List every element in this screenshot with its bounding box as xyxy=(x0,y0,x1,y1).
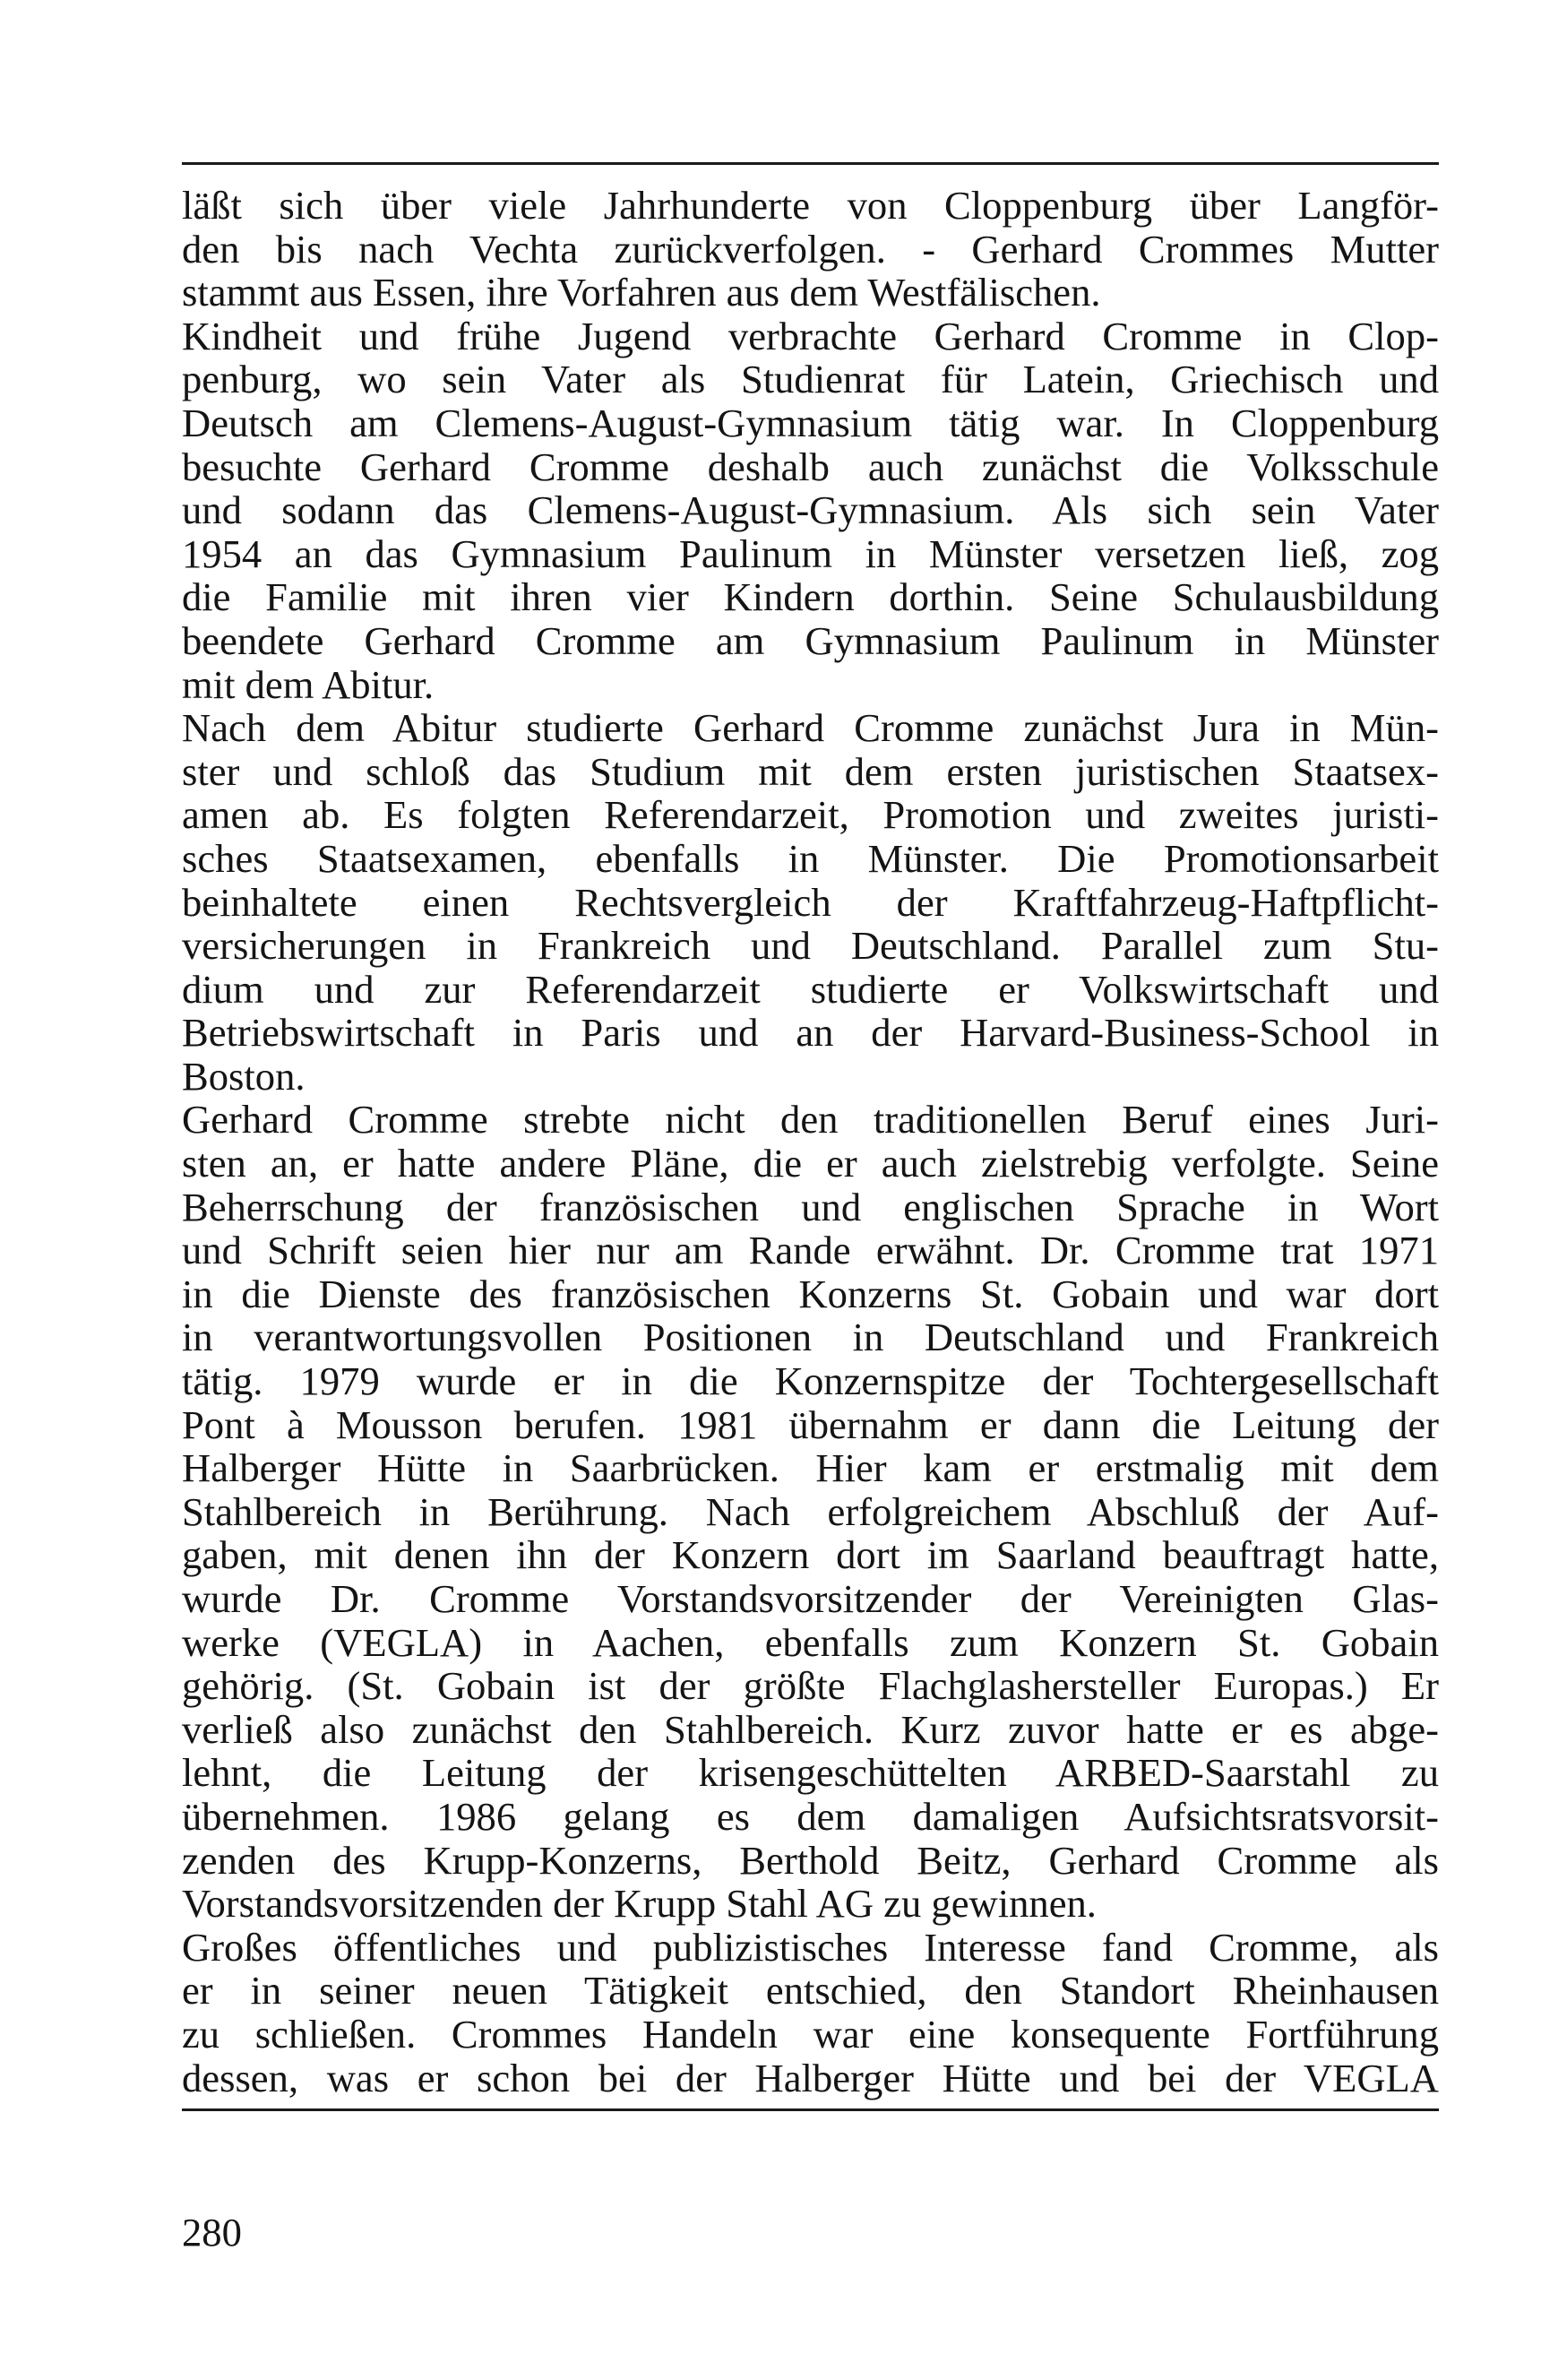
top-rule xyxy=(182,162,1439,165)
text-line: Beherrschung der französischen und englischen Sprache in Wort xyxy=(182,1184,1439,1229)
text-line: und sodann das Clemens-August-Gymnasium. Als sich sein Vater xyxy=(182,487,1439,533)
text-line: sten an, er hatte andere Pläne, die er auch zielstrebig verfolgte. Seine xyxy=(182,1141,1439,1186)
text-line: zenden des Krupp-Konzerns, Berthold Beitz, Gerhard Cromme als xyxy=(182,1837,1439,1883)
text-line: versicherungen in Frankreich und Deutschland. Parallel zum Stu- xyxy=(182,923,1439,969)
text-line: Halberger Hütte in Saarbrücken. Hier kam er erstmalig mit dem xyxy=(182,1445,1439,1491)
text-line: tätig. 1979 wurde er in die Konzernspitze der Tochtergesellschaft xyxy=(182,1358,1439,1404)
text-line: den bis nach Vechta zurückverfolgen. - Gerhard Crommes Mutter xyxy=(182,226,1439,272)
text-line: die Familie mit ihren vier Kindern dorthin. Seine Schulausbildung xyxy=(182,574,1439,620)
text-line: Nach dem Abitur studierte Gerhard Cromme zunächst Jura in Mün- xyxy=(182,705,1439,751)
text-line: Kindheit und frühe Jugend verbrachte Gerhard Cromme in Clop- xyxy=(182,313,1439,358)
bottom-rule xyxy=(182,2108,1439,2111)
text-line: und Schrift seien hier nur am Rande erwähnt. Dr. Cromme trat 1971 xyxy=(182,1228,1439,1273)
text-line: sches Staatsexamen, ebenfalls in Münster. Die Promotionsarbeit xyxy=(182,835,1439,881)
paragraph xyxy=(182,1926,1439,2100)
text-line: gaben, mit denen ihn der Konzern dort im Saarland beauftragt hatte, xyxy=(182,1532,1439,1578)
text-line: Betriebswirtschaft in Paris und an der Harvard-Business-School in xyxy=(182,1010,1439,1056)
text-line: Stahlbereich in Berührung. Nach erfolgreichem Abschluß der Auf- xyxy=(182,1488,1439,1534)
text-line: dessen, was er schon bei der Halberger Hütte und bei der VEGLA xyxy=(182,2055,1439,2100)
text-line: dium und zur Referendarzeit studierte er Volkswirtschaft und xyxy=(182,966,1439,1012)
text-line: Großes öffentliches und publizistisches Interesse fand Cromme, als xyxy=(182,1924,1439,1970)
text-line: zu schließen. Crommes Handeln war eine konsequente Fortführung xyxy=(182,2011,1439,2057)
text-line: mit dem Abitur. xyxy=(182,661,435,707)
paragraph xyxy=(182,184,1439,315)
text-line: wurde Dr. Cromme Vorstandsvorsitzender der Vereinigten Glas- xyxy=(182,1576,1439,1621)
paragraph xyxy=(182,315,1439,706)
text-line: amen ab. Es folgten Referendarzeit, Promotion und zweites juristi- xyxy=(182,792,1439,838)
text-line: ster und schloß das Studium mit dem ersten juristischen Staatsex- xyxy=(182,748,1439,794)
text-line: Pont à Mousson berufen. 1981 übernahm er dann die Leitung der xyxy=(182,1401,1439,1447)
text-line: Deutsch am Clemens-August-Gymnasium tätig war. In Cloppenburg xyxy=(182,400,1439,445)
text-line: übernehmen. 1986 gelang es dem damaligen Aufsichtsratsvorsit- xyxy=(182,1793,1439,1839)
text-line: gehörig. (St. Gobain ist der größte Flachglashersteller Europas.) Er xyxy=(182,1663,1439,1709)
text-line: beendete Gerhard Cromme am Gymnasium Paulinum in Münster xyxy=(182,617,1439,663)
text-line: beinhaltete einen Rechtsvergleich der Kraftfahrzeug-Haftpflicht- xyxy=(182,879,1439,925)
text-line: Vorstandsvorsitzenden der Krupp Stahl AG zu gewinnen. xyxy=(182,1881,1097,1927)
page-number: 280 xyxy=(182,2210,242,2255)
body-text xyxy=(182,184,1439,2100)
text-line: läßt sich über viele Jahrhunderte von Cloppenburg über Langför- xyxy=(182,183,1439,228)
text-line: Boston. xyxy=(182,1053,306,1099)
text-line: Gerhard Cromme strebte nicht den traditionellen Beruf eines Juri- xyxy=(182,1097,1439,1143)
paragraph xyxy=(182,1098,1439,1925)
text-line: in verantwortungsvollen Positionen in Deutschland und Frankreich xyxy=(182,1315,1439,1360)
text-line: stammt aus Essen, ihre Vorfahren aus dem Westfälischen. xyxy=(182,270,1101,315)
text-line: er in seiner neuen Tätigkeit entschied, den Standort Rheinhausen xyxy=(182,1968,1439,2014)
text-line: besuchte Gerhard Cromme deshalb auch zunächst die Volksschule xyxy=(182,444,1439,489)
paragraph xyxy=(182,706,1439,1098)
text-line: werke (VEGLA) in Aachen, ebenfalls zum Konzern St. Gobain xyxy=(182,1619,1439,1665)
text-line: verließ also zunächst den Stahlbereich. Kurz zuvor hatte er es abge- xyxy=(182,1706,1439,1752)
text-line: in die Dienste des französischen Konzerns St. Gobain und war dort xyxy=(182,1271,1439,1316)
text-line: 1954 an das Gymnasium Paulinum in Münster versetzen ließ, zog xyxy=(182,530,1439,576)
text-line: lehnt, die Leitung der krisengeschüttelten ARBED-Saarstahl zu xyxy=(182,1750,1439,1796)
text-line: penburg, wo sein Vater als Studienrat für Latein, Griechisch und xyxy=(182,357,1439,402)
